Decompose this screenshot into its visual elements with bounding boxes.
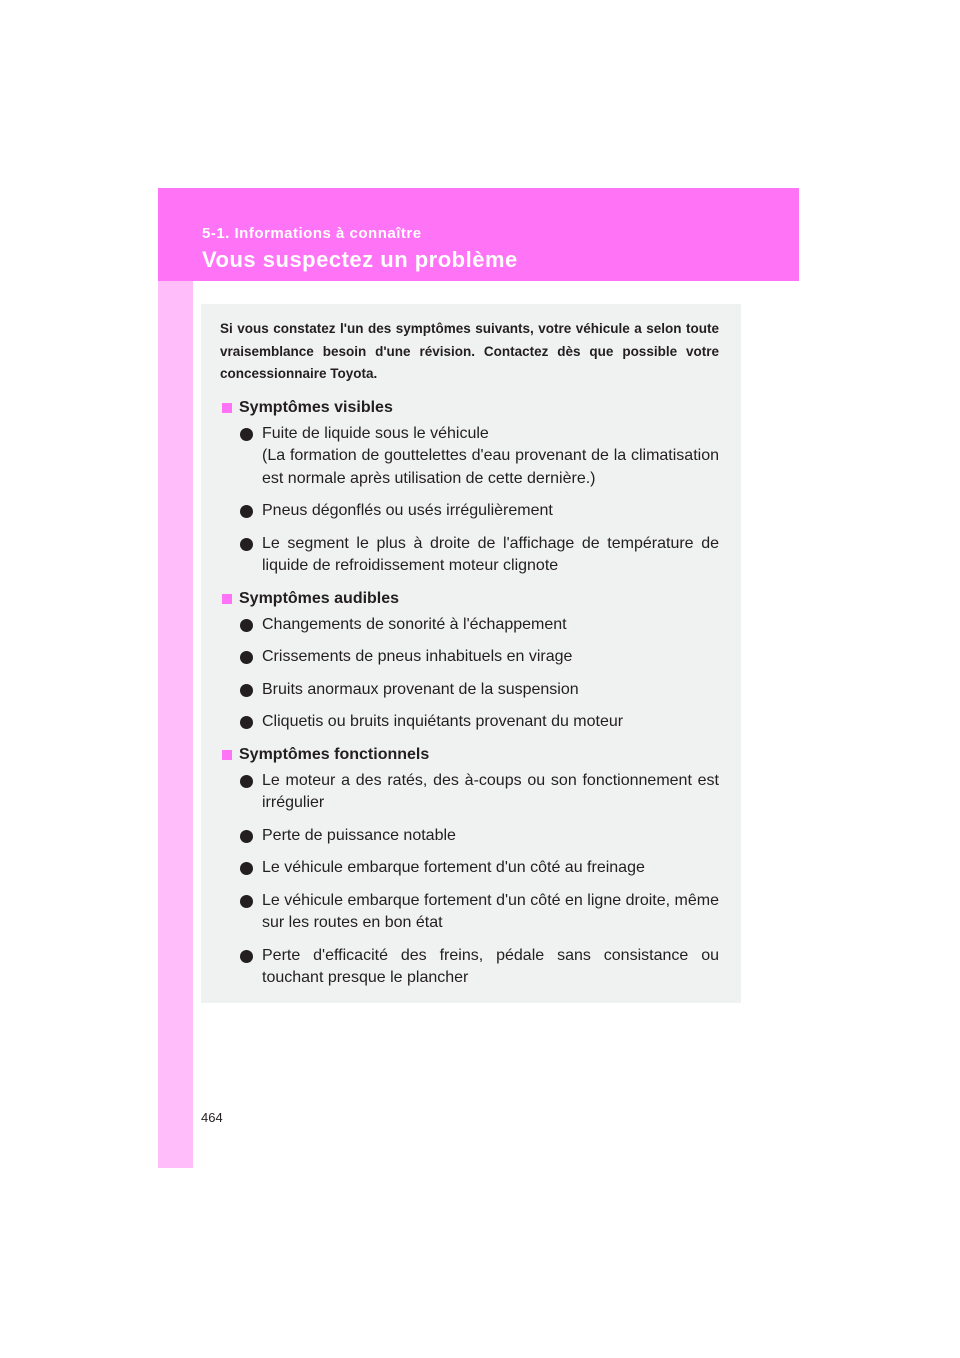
list-item (220, 890, 719, 935)
round-bullet-icon (240, 862, 253, 875)
section-heading (220, 744, 719, 766)
section-heading-text: Symptômes visibles (239, 398, 393, 416)
list-item-text: Changements de sonorité à l'échappement (262, 615, 567, 633)
round-bullet-icon (240, 619, 253, 632)
page-title: Vous suspectez un problème (202, 247, 518, 272)
list-item-text: Perte de puissance notable (262, 826, 456, 844)
round-bullet-icon (240, 505, 253, 518)
section-label: 5-1. Informations à connaître (202, 225, 422, 242)
symptom-list (220, 614, 719, 734)
list-item (220, 500, 719, 523)
content-box (201, 304, 741, 1003)
round-bullet-icon (240, 830, 253, 843)
list-item (220, 857, 719, 880)
section-visible-symptoms (220, 397, 719, 578)
section-heading (220, 588, 719, 610)
page-number: 464 (201, 1110, 223, 1125)
section-functional-symptoms (220, 744, 719, 990)
section-heading-text: Symptômes audibles (239, 589, 400, 607)
square-bullet-icon (222, 750, 232, 760)
side-band (158, 281, 193, 1168)
list-item (220, 825, 719, 848)
list-item-text: Fuite de liquide sous le véhicule (262, 424, 489, 442)
list-item (220, 533, 719, 578)
round-bullet-icon (240, 428, 253, 441)
square-bullet-icon (222, 403, 232, 413)
list-item (220, 945, 719, 990)
list-item (220, 423, 719, 491)
list-item-text: Le véhicule embarque fortement d'un côté en ligne droite, même sur les routes en bon état (262, 891, 719, 931)
list-item (220, 711, 719, 734)
list-item (220, 646, 719, 669)
list-item-text: Cliquetis ou bruits inquiétants provenant du moteur (262, 713, 624, 730)
list-item (220, 679, 719, 702)
square-bullet-icon (222, 594, 232, 604)
round-bullet-icon (240, 651, 253, 664)
list-item-text: Le véhicule embarque fortement d'un côté au freinage (262, 859, 645, 876)
section-audible-symptoms (220, 588, 719, 734)
intro-paragraph: Si vous constatez l'un des symptômes suivants, votre véhicule a selon toute vraisemblance besoin d'une révision. Contactez dès que possible votre concessionnaire Toyota. (220, 321, 719, 381)
round-bullet-icon (240, 895, 253, 908)
list-item-note: (La formation de gouttelettes d'eau provenant de la climatisation est normale après utilisation de cette dernière.) (262, 447, 719, 487)
symptom-list (220, 423, 719, 578)
list-item-text: Crissements de pneus inhabituels en virage (262, 648, 573, 665)
round-bullet-icon (240, 950, 253, 963)
round-bullet-icon (240, 684, 253, 697)
list-item (220, 614, 719, 637)
list-item-text: Pneus dégonflés ou usés irrégulièrement (262, 502, 553, 519)
list-item-text: Perte d'efficacité des freins, pédale sans consistance ou touchant presque le plancher (262, 946, 719, 986)
list-item-text: Bruits anormaux provenant de la suspension (262, 680, 579, 698)
symptom-list (220, 770, 719, 990)
round-bullet-icon (240, 775, 253, 788)
list-item-text: Le moteur a des ratés, des à-coups ou son fonctionnement est irrégulier (262, 771, 719, 811)
list-item (220, 770, 719, 815)
page-header (158, 188, 799, 281)
list-item-text: Le segment le plus à droite de l'affichage de température de liquide de refroidissement moteur clignote (262, 534, 719, 574)
round-bullet-icon (240, 716, 253, 729)
round-bullet-icon (240, 538, 253, 551)
section-heading (220, 397, 719, 419)
section-heading-text: Symptômes fonctionnels (239, 745, 430, 763)
